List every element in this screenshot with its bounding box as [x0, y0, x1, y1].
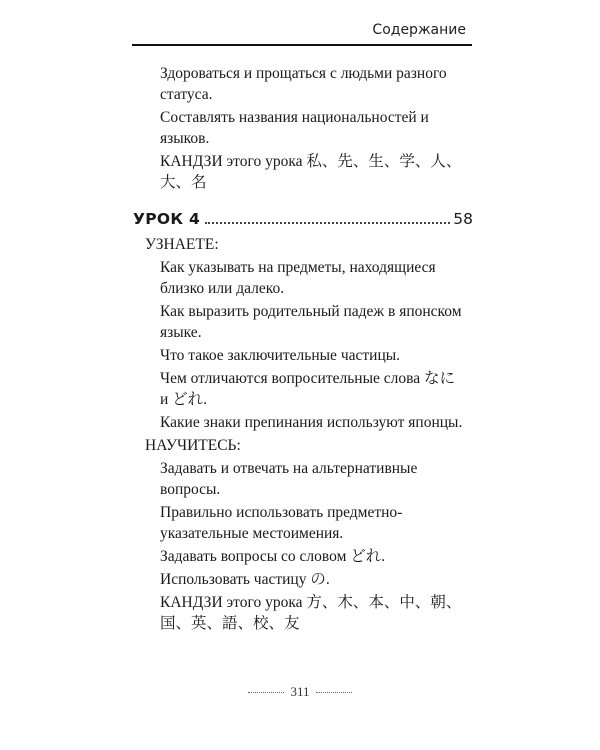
- list-item-line: Использовать частицу の.: [160, 571, 330, 588]
- learn-heading: УЗНАЕТЕ:: [145, 236, 219, 253]
- list-item-line: Что такое заключительные частицы.: [160, 347, 401, 364]
- lesson-heading[interactable]: [133, 210, 473, 232]
- list-item-line: Какие знаки препинания используют японцы.: [160, 414, 463, 431]
- footer: [0, 684, 600, 700]
- list-item-line: Задавать вопросы со словом どれ.: [160, 548, 386, 565]
- header-rule: [132, 44, 472, 46]
- header-title: Содержание: [372, 22, 466, 38]
- page-number: 311: [290, 684, 310, 699]
- list-item-line: Здороваться и прощаться с людьми разного: [160, 65, 447, 82]
- list-item-line: Как указывать на предметы, находящиеся: [160, 259, 436, 276]
- list-item-line: Правильно использовать предметно-: [160, 504, 403, 521]
- list-item-line: и どれ.: [160, 391, 208, 408]
- lesson-label: УРОК 4: [133, 210, 201, 228]
- footer-dots-right: [316, 692, 352, 693]
- skills-heading: НАУЧИТЕСЬ:: [145, 437, 241, 454]
- list-item-line: близко или далеко.: [160, 280, 285, 297]
- list-item-line: вопросы.: [160, 481, 221, 498]
- list-item-line: Задавать и отвечать на альтернативные: [160, 460, 418, 477]
- list-item-line: Чем отличаются вопросительные слова なに: [160, 370, 455, 387]
- list-item-line: языков.: [160, 130, 210, 147]
- lesson-page-number: 58: [453, 210, 473, 228]
- list-item-line: Составлять названия национальностей и: [160, 109, 429, 126]
- list-item-line: КАНДЗИ этого урока 私、先、生、学、人、: [160, 153, 462, 170]
- list-item-line: 国、英、語、校、友: [160, 615, 300, 632]
- list-item-line: КАНДЗИ этого урока 方、木、本、中、朝、: [160, 594, 462, 611]
- leader-dots: [205, 221, 450, 224]
- list-item-line: статуса.: [160, 86, 213, 103]
- list-item-line: указательные местоимения.: [160, 525, 344, 542]
- list-item-line: Как выразить родительный падеж в японском: [160, 303, 462, 320]
- footer-dots-left: [248, 692, 284, 693]
- list-item-line: языке.: [160, 324, 202, 341]
- list-item-line: 大、名: [160, 174, 207, 191]
